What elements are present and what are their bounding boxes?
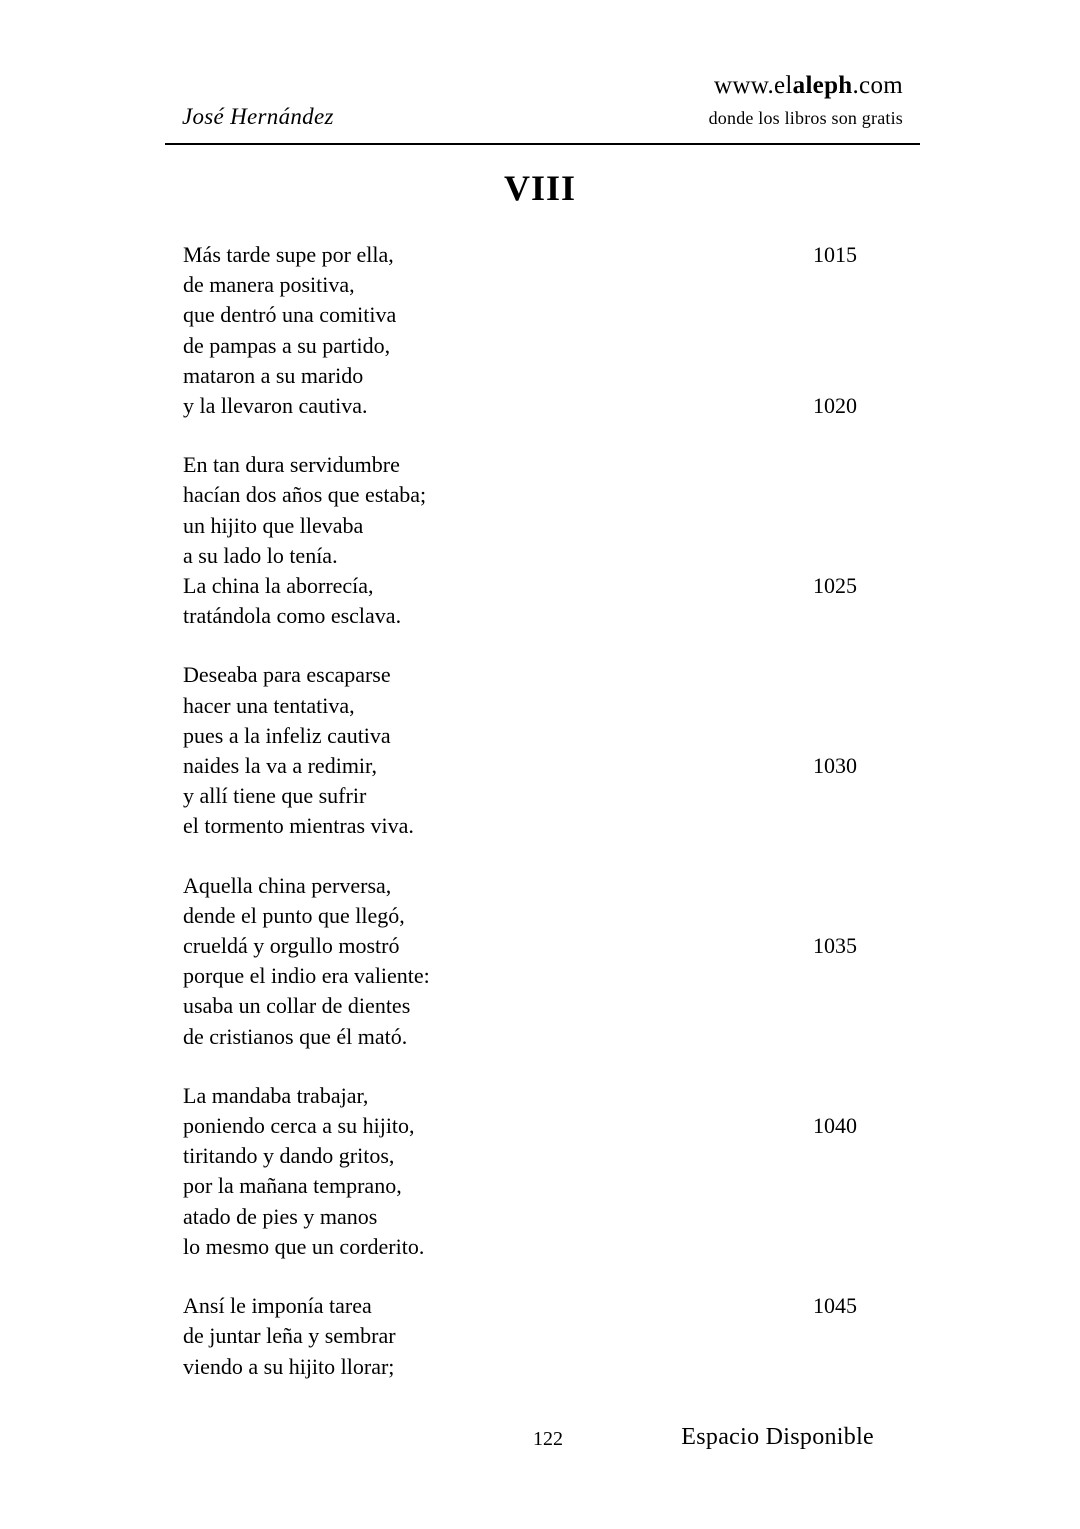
poem-line-text: tiritando y dando gritos, [183, 1143, 395, 1169]
poem-line [183, 961, 857, 991]
page-number: 122 [533, 1428, 563, 1450]
line-number: 1040 [813, 1113, 857, 1139]
line-number: 1020 [813, 393, 857, 419]
poem-line [183, 1141, 857, 1171]
poem-line-text: naides la va a redimir, [183, 753, 377, 779]
poem-line-text: de juntar leña y sembrar [183, 1323, 396, 1349]
poem-line-text: crueldá y orgullo mostró [183, 933, 400, 959]
poem-line [183, 1321, 857, 1351]
line-number: 1045 [813, 1293, 857, 1319]
stanza [183, 660, 857, 841]
poem-line-text: por la mañana temprano, [183, 1173, 402, 1199]
poem-line [183, 240, 857, 270]
poem-line [183, 691, 857, 721]
poem-line [183, 1171, 857, 1201]
watermark-text: Espacio Disponible [681, 1424, 874, 1450]
poem-line [183, 751, 857, 781]
poem-line [183, 270, 857, 300]
poem-line [183, 300, 857, 330]
poem-line [183, 901, 857, 931]
poem-line [183, 480, 857, 510]
site-url-suffix: .com [852, 72, 903, 99]
poem-line-text: un hijito que llevaba [183, 512, 364, 538]
poem-line-text: lo mesmo que un corderito. [183, 1233, 425, 1259]
header-author: José Hernández [182, 104, 334, 129]
poem-line [183, 450, 857, 480]
site-tagline: donde los libros son gratis [708, 108, 903, 128]
poem-line [183, 991, 857, 1021]
poem-line-text: usaba un collar de dientes [183, 993, 411, 1019]
stanza [183, 1081, 857, 1262]
poem-line-text: Ansí le imponía tarea [183, 1293, 372, 1319]
poem-line-text: de pampas a su partido, [183, 332, 391, 358]
poem-line-text: de manera positiva, [183, 272, 355, 298]
poem-line-text: tratándola como esclava. [183, 603, 402, 629]
poem-line [183, 781, 857, 811]
poem-line [183, 1291, 857, 1321]
poem-line-text: Aquella china perversa, [183, 872, 392, 898]
poem-line-text: viendo a su hijito llorar; [183, 1353, 395, 1379]
line-number: 1030 [813, 753, 857, 779]
stanza [183, 871, 857, 1052]
site-url [709, 72, 903, 100]
poem-line [183, 721, 857, 751]
poem-line-text: y allí tiene que sufrir [183, 783, 367, 809]
poem-line [183, 511, 857, 541]
poem-line-text: poniendo cerca a su hijito, [183, 1113, 415, 1139]
poem-line-text: a su lado lo tenía. [183, 542, 338, 568]
poem-line-text: pues a la infeliz cautiva [183, 722, 391, 748]
poem-line-text: Más tarde supe por ella, [183, 242, 394, 267]
poem-line-text: porque el indio era valiente: [183, 963, 430, 989]
poem-line-text: La mandaba trabajar, [183, 1082, 369, 1108]
stanza [183, 1291, 857, 1382]
line-number: 1025 [813, 573, 857, 599]
poem-line [183, 660, 857, 690]
poem-line [183, 1111, 857, 1141]
poem-line [183, 391, 857, 421]
line-number: 1015 [813, 242, 857, 267]
poem-line [183, 1202, 857, 1232]
poem-line [183, 331, 857, 361]
poem-line [183, 1232, 857, 1262]
poem-line-text: La china la aborrecía, [183, 573, 374, 599]
poem-line [183, 811, 857, 841]
poem-line-text: atado de pies y manos [183, 1203, 378, 1229]
chapter-title: VIII [503, 168, 577, 208]
poem-line-text: hacer una tentativa, [183, 692, 355, 718]
poem-line [183, 361, 857, 391]
header-divider [165, 143, 920, 145]
header-right-block [709, 72, 903, 129]
poem-line-text: dende el punto que llegó, [183, 902, 405, 928]
stanza [183, 450, 857, 631]
poem-line [183, 1081, 857, 1111]
poem-line [183, 871, 857, 901]
poem-line [183, 931, 857, 961]
poem-line [183, 541, 857, 571]
stanza [183, 240, 857, 421]
poem-line [183, 1022, 857, 1052]
poem-line-text: Deseaba para escaparse [183, 662, 391, 688]
poem-line-text: el tormento mientras viva. [183, 813, 414, 839]
poem [183, 240, 857, 1411]
poem-line-text: hacían dos años que estaba; [183, 482, 427, 508]
site-url-brand: aleph [792, 72, 853, 99]
poem-line-text: de cristianos que él mató. [183, 1023, 408, 1049]
poem-line-text: mataron a su marido [183, 362, 364, 388]
poem-line [183, 571, 857, 601]
line-number: 1035 [813, 933, 857, 959]
poem-line-text: que dentró una comitiva [183, 302, 397, 328]
poem-line-text: En tan dura servidumbre [183, 452, 400, 478]
poem-line [183, 601, 857, 631]
poem-line [183, 1352, 857, 1382]
site-url-prefix: www.el [714, 72, 793, 99]
poem-line-text: y la llevaron cautiva. [183, 393, 368, 419]
